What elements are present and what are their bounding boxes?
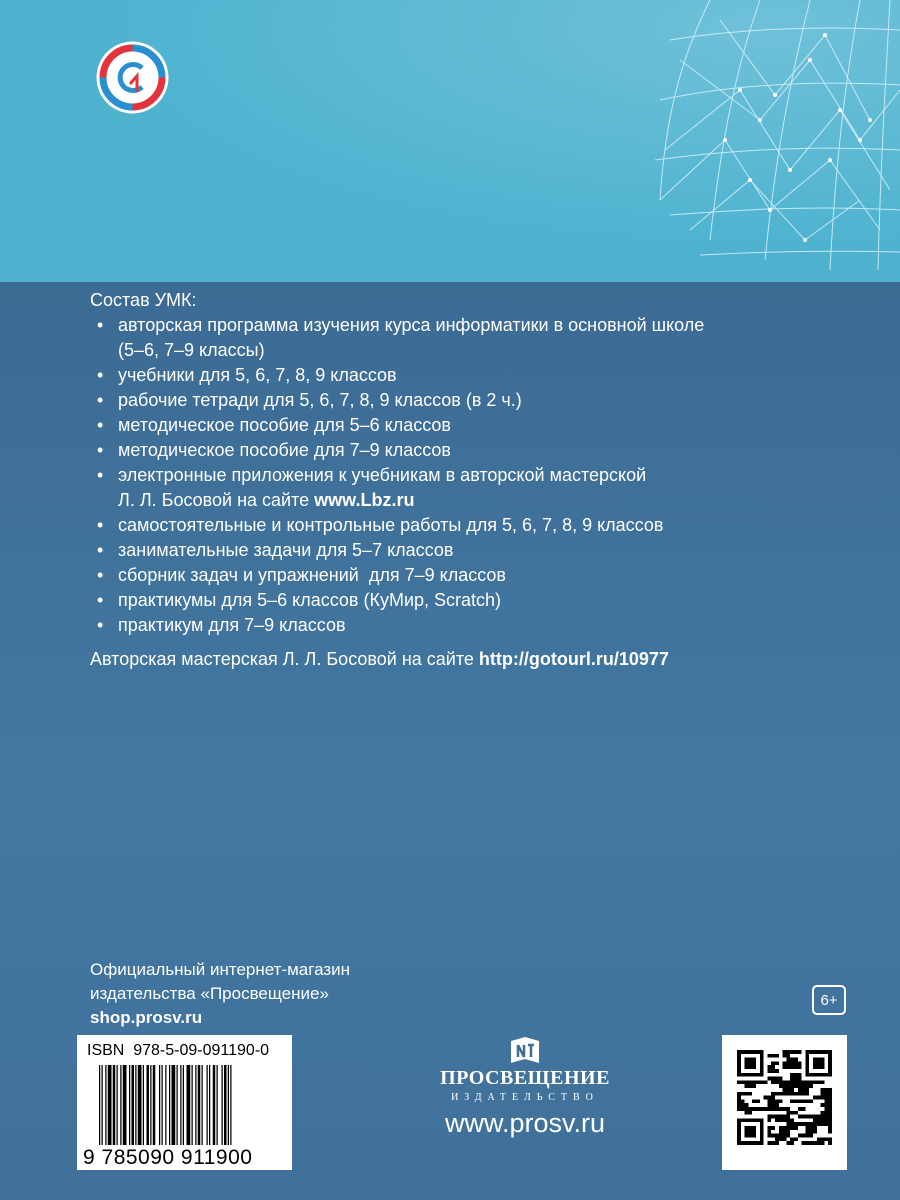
umk-item: • практикум для 7–9 классов: [90, 613, 810, 638]
publisher-site-link[interactable]: www.prosv.ru: [444, 1108, 606, 1138]
qr-code-pattern: [737, 1050, 832, 1145]
umk-item: • занимательные задачи для 5–7 классов: [90, 538, 810, 563]
shop-block: [90, 958, 350, 1030]
umk-heading: Состав УМК:: [90, 290, 197, 310]
umk-item: • методическое пособие для 7–9 классов: [90, 438, 810, 463]
prosveshchenie-book-emblem-icon: [508, 1035, 542, 1065]
isbn-barcode: [77, 1035, 292, 1170]
lbz-link[interactable]: www.Lbz.ru: [314, 490, 415, 510]
umk-item: • рабочие тетради для 5, 6, 7, 8, 9 классов (в 2 ч.): [90, 388, 810, 413]
shop-link[interactable]: shop.prosv.ru: [90, 1008, 203, 1027]
isbn-text: ISBN 978-5-09-091190-0: [87, 1042, 270, 1059]
wireframe-globe-icon: [560, 0, 900, 282]
umk-item: • авторская программа изучения курса информатики в основной школе (5–6, 7–9 классы): [90, 313, 810, 363]
umk-item: • сборник задач и упражнений для 7–9 классов: [90, 563, 810, 588]
umk-item: • учебники для 5, 6, 7, 8, 9 классов: [90, 363, 810, 388]
umk-item: • самостоятельные и контрольные работы для 5, 6, 7, 8, 9 классов: [90, 513, 810, 538]
shop-line-2: издательства «Просвещение»: [90, 984, 329, 1003]
circular-2-arrows-logo-icon: [95, 40, 170, 115]
publisher-block: [420, 1035, 630, 1175]
barcode-bars: [99, 1065, 279, 1145]
qr-code-icon[interactable]: [722, 1035, 847, 1170]
umk-item: • практикумы для 5–6 классов (КуМир, Scratch): [90, 588, 810, 613]
umk-list: [90, 313, 810, 638]
publisher-name: ПРОСВЕЩЕНИЕ: [440, 1067, 610, 1089]
author-site-line: Авторская мастерская Л. Л. Босовой на сайте http://gotourl.ru/10977: [90, 649, 669, 669]
barcode-digits: 9 785090 911900: [83, 1146, 253, 1169]
umk-item: • методическое пособие для 5–6 классов: [90, 413, 810, 438]
author-site-link[interactable]: http://gotourl.ru/10977: [478, 649, 669, 669]
publisher-subtitle: ИЗДАТЕЛЬСТВО: [451, 1092, 599, 1103]
shop-line-1: Официальный интернет-магазин: [90, 960, 351, 979]
age-rating-badge: 6+: [812, 985, 846, 1015]
umk-item: • электронные приложения к учебникам в авторской мастерской Л. Л. Босовой на сайте www.Lbz.ru: [90, 463, 810, 513]
